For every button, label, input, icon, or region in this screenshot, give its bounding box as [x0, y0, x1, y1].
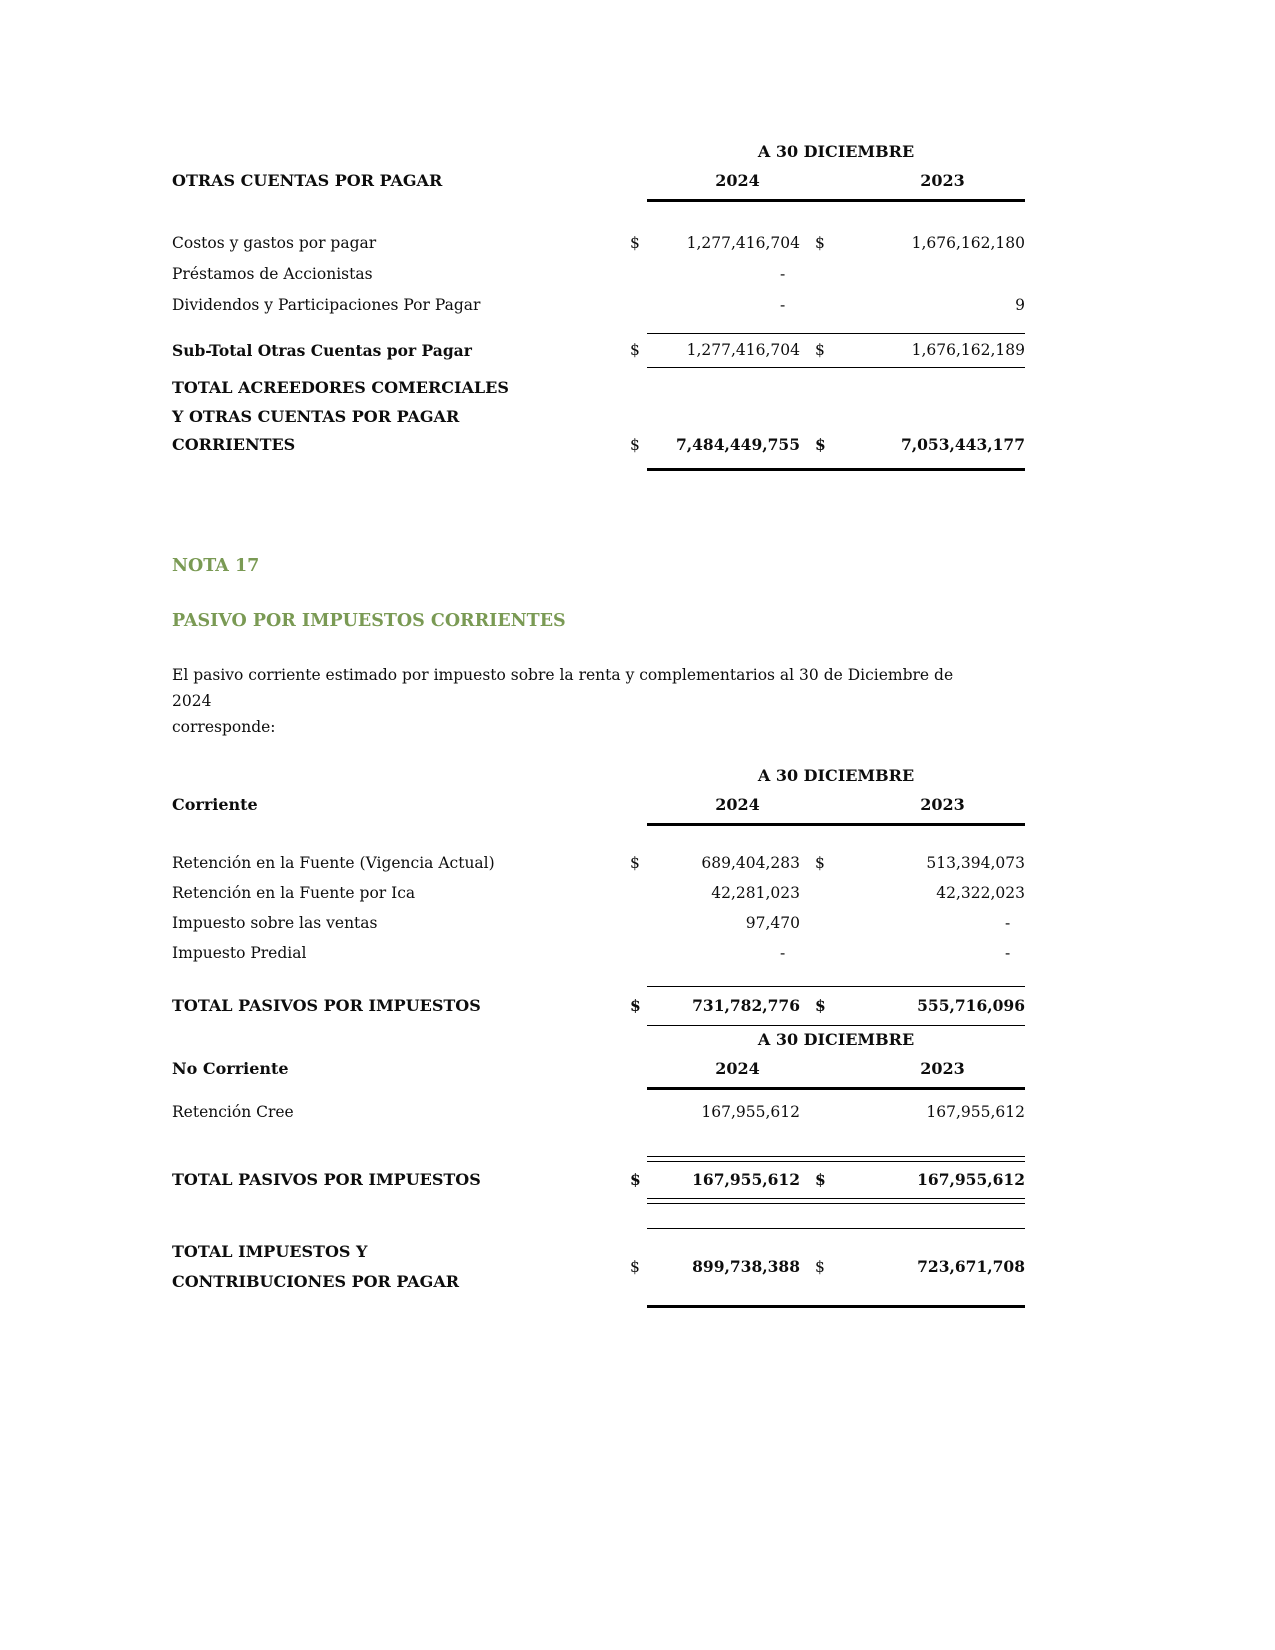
amount-2023: 7,053,443,177 — [900, 434, 1025, 454]
total-label — [172, 374, 630, 460]
amount-2023: 1,676,162,189 — [911, 341, 1025, 359]
spacer — [172, 1204, 1025, 1224]
currency-sign — [800, 938, 860, 968]
amount-2023 — [860, 259, 1025, 290]
header-rule — [647, 1087, 1025, 1090]
total-label: TOTAL PASIVOS POR IMPUESTOS — [172, 995, 481, 1015]
currency-sign: $ — [630, 853, 640, 872]
amount-2023: 167,955,612 — [917, 1169, 1025, 1189]
amount-2023: 1,676,162,180 — [911, 234, 1025, 252]
total-bottom-rule — [647, 1025, 1025, 1026]
total-label-line: Y OTRAS CUENTAS POR PAGAR — [172, 406, 460, 426]
currency-sign: $ — [630, 234, 640, 252]
amount-2023: 42,322,023 — [936, 883, 1025, 902]
currency-sign: $ — [815, 434, 826, 454]
paragraph-line: corresponde: — [172, 717, 276, 736]
account-label: Retención Cree — [172, 1102, 294, 1121]
amount-2024: 689,404,283 — [701, 853, 800, 872]
header-spacer — [800, 790, 860, 819]
table-header-row — [172, 166, 1025, 195]
grand-total-label-line: TOTAL IMPUESTOS Y — [172, 1241, 368, 1261]
currency-sign — [800, 908, 860, 938]
currency-sign — [630, 259, 675, 290]
year-column-2023: 2023 — [920, 794, 965, 814]
table-row — [172, 938, 1025, 968]
currency-sign — [800, 878, 860, 908]
total-label: TOTAL PASIVOS POR IMPUESTOS — [172, 1169, 481, 1189]
amount-2024: 167,955,612 — [701, 1102, 800, 1121]
currency-sign: $ — [815, 341, 825, 359]
amount-2024: 7,484,449,755 — [675, 434, 800, 454]
amount-2024: - — [779, 943, 800, 962]
table-row — [172, 848, 1025, 878]
subtotal-row — [172, 334, 1025, 367]
header-spacer — [630, 166, 675, 195]
page-content — [172, 0, 1025, 1308]
total-row — [172, 987, 1025, 1025]
amount-2023: 167,955,612 — [926, 1102, 1025, 1121]
table-row — [172, 908, 1025, 938]
table-header-row — [172, 1054, 1025, 1083]
year-column-2024: 2024 — [715, 171, 760, 190]
paragraph-line: 2024 — [172, 691, 212, 710]
currency-sign — [630, 938, 675, 968]
account-label: Retención en la Fuente (Vigencia Actual) — [172, 853, 495, 872]
currency-sign — [800, 290, 860, 321]
table-row — [172, 1096, 1025, 1128]
currency-sign — [630, 1096, 675, 1128]
year-column-2024: 2024 — [715, 1058, 760, 1078]
header-spacer — [630, 790, 675, 819]
paragraph-line: El pasivo corriente estimado por impuesto sobre la renta y complementarios al 30 de Diciembre de — [172, 665, 954, 684]
period-header: A 30 DICIEMBRE — [757, 765, 915, 785]
subtotal-label: Sub-Total Otras Cuentas por Pagar — [172, 341, 472, 360]
table-header-row — [172, 790, 1025, 819]
amount-2024: 899,738,388 — [692, 1257, 800, 1276]
currency-sign — [800, 259, 860, 290]
spacer — [172, 826, 1025, 848]
note-title-heading: PASIVO POR IMPUESTOS CORRIENTES — [172, 610, 566, 631]
year-column-2024: 2024 — [715, 794, 760, 814]
currency-sign: $ — [630, 1169, 641, 1189]
currency-sign — [630, 908, 675, 938]
currency-sign: $ — [630, 1257, 640, 1276]
total-label-line: CORRIENTES — [172, 435, 296, 454]
currency-sign — [800, 1096, 860, 1128]
currency-sign — [630, 878, 675, 908]
amount-2024: 97,470 — [745, 913, 800, 932]
amount-2024: 167,955,612 — [692, 1169, 800, 1189]
currency-sign: $ — [815, 234, 825, 252]
currency-sign: $ — [815, 853, 825, 872]
total-label-line: TOTAL ACREEDORES COMERCIALES — [172, 378, 509, 397]
currency-sign — [630, 290, 675, 321]
currency-sign: $ — [815, 1169, 826, 1189]
spacer — [172, 1128, 1025, 1152]
note-paragraph — [172, 662, 1025, 740]
account-label: Impuesto Predial — [172, 943, 307, 962]
account-label: Costos y gastos por pagar — [172, 234, 377, 252]
amount-2023: 723,671,708 — [917, 1257, 1025, 1276]
amount-2024: 42,281,023 — [711, 883, 800, 902]
grand-total-bottom-rule — [647, 1305, 1025, 1308]
currency-sign: $ — [630, 435, 640, 454]
currency-sign: $ — [815, 995, 826, 1015]
grand-total-label — [172, 1237, 630, 1297]
spacer — [172, 968, 1025, 982]
section-title: Corriente — [172, 794, 258, 814]
subtotal-bottom-rule — [647, 367, 1025, 368]
year-column-2023: 2023 — [920, 171, 965, 190]
note-number-heading: NOTA 17 — [172, 555, 260, 576]
year-column-2023: 2023 — [920, 1058, 965, 1078]
amount-2024: 1,277,416,704 — [686, 234, 800, 252]
period-header: A 30 DICIEMBRE — [757, 142, 915, 161]
header-spacer — [630, 1054, 675, 1083]
account-label: Préstamos de Accionistas — [172, 265, 373, 283]
amount-2024: 1,277,416,704 — [686, 341, 800, 359]
spacer — [172, 321, 1025, 329]
amount-2023: - — [1004, 913, 1025, 932]
grand-total-row — [172, 1237, 1025, 1297]
account-label: Retención en la Fuente por Ica — [172, 883, 416, 902]
table-row — [172, 290, 1025, 321]
amount-2023: 513,394,073 — [926, 853, 1025, 872]
amount-2023: 9 — [1015, 296, 1025, 314]
table-row — [172, 878, 1025, 908]
amount-2024: - — [779, 296, 800, 314]
amount-2023: - — [1004, 943, 1025, 962]
header-spacer — [800, 1054, 860, 1083]
amount-2023: 555,716,096 — [917, 995, 1025, 1015]
table-row — [172, 228, 1025, 259]
section-title: OTRAS CUENTAS POR PAGAR — [172, 171, 443, 190]
account-label: Dividendos y Participaciones Por Pagar — [172, 296, 481, 314]
total-bottom-rule — [647, 468, 1025, 471]
currency-sign: $ — [630, 341, 640, 359]
spacer — [172, 202, 1025, 228]
currency-sign: $ — [630, 995, 641, 1015]
total-row — [172, 1162, 1025, 1198]
amount-2024: - — [779, 265, 800, 283]
account-label: Impuesto sobre las ventas — [172, 913, 378, 932]
grand-total-label-line: CONTRIBUCIONES POR PAGAR — [172, 1271, 460, 1291]
period-header: A 30 DICIEMBRE — [757, 1029, 915, 1049]
grand-total-top-rule — [647, 1228, 1025, 1229]
section-title: No Corriente — [172, 1058, 289, 1078]
table-row — [172, 259, 1025, 290]
header-spacer — [800, 166, 860, 195]
amount-2024: 731,782,776 — [692, 995, 800, 1015]
total-row — [172, 374, 1025, 460]
currency-sign: $ — [815, 1257, 825, 1276]
